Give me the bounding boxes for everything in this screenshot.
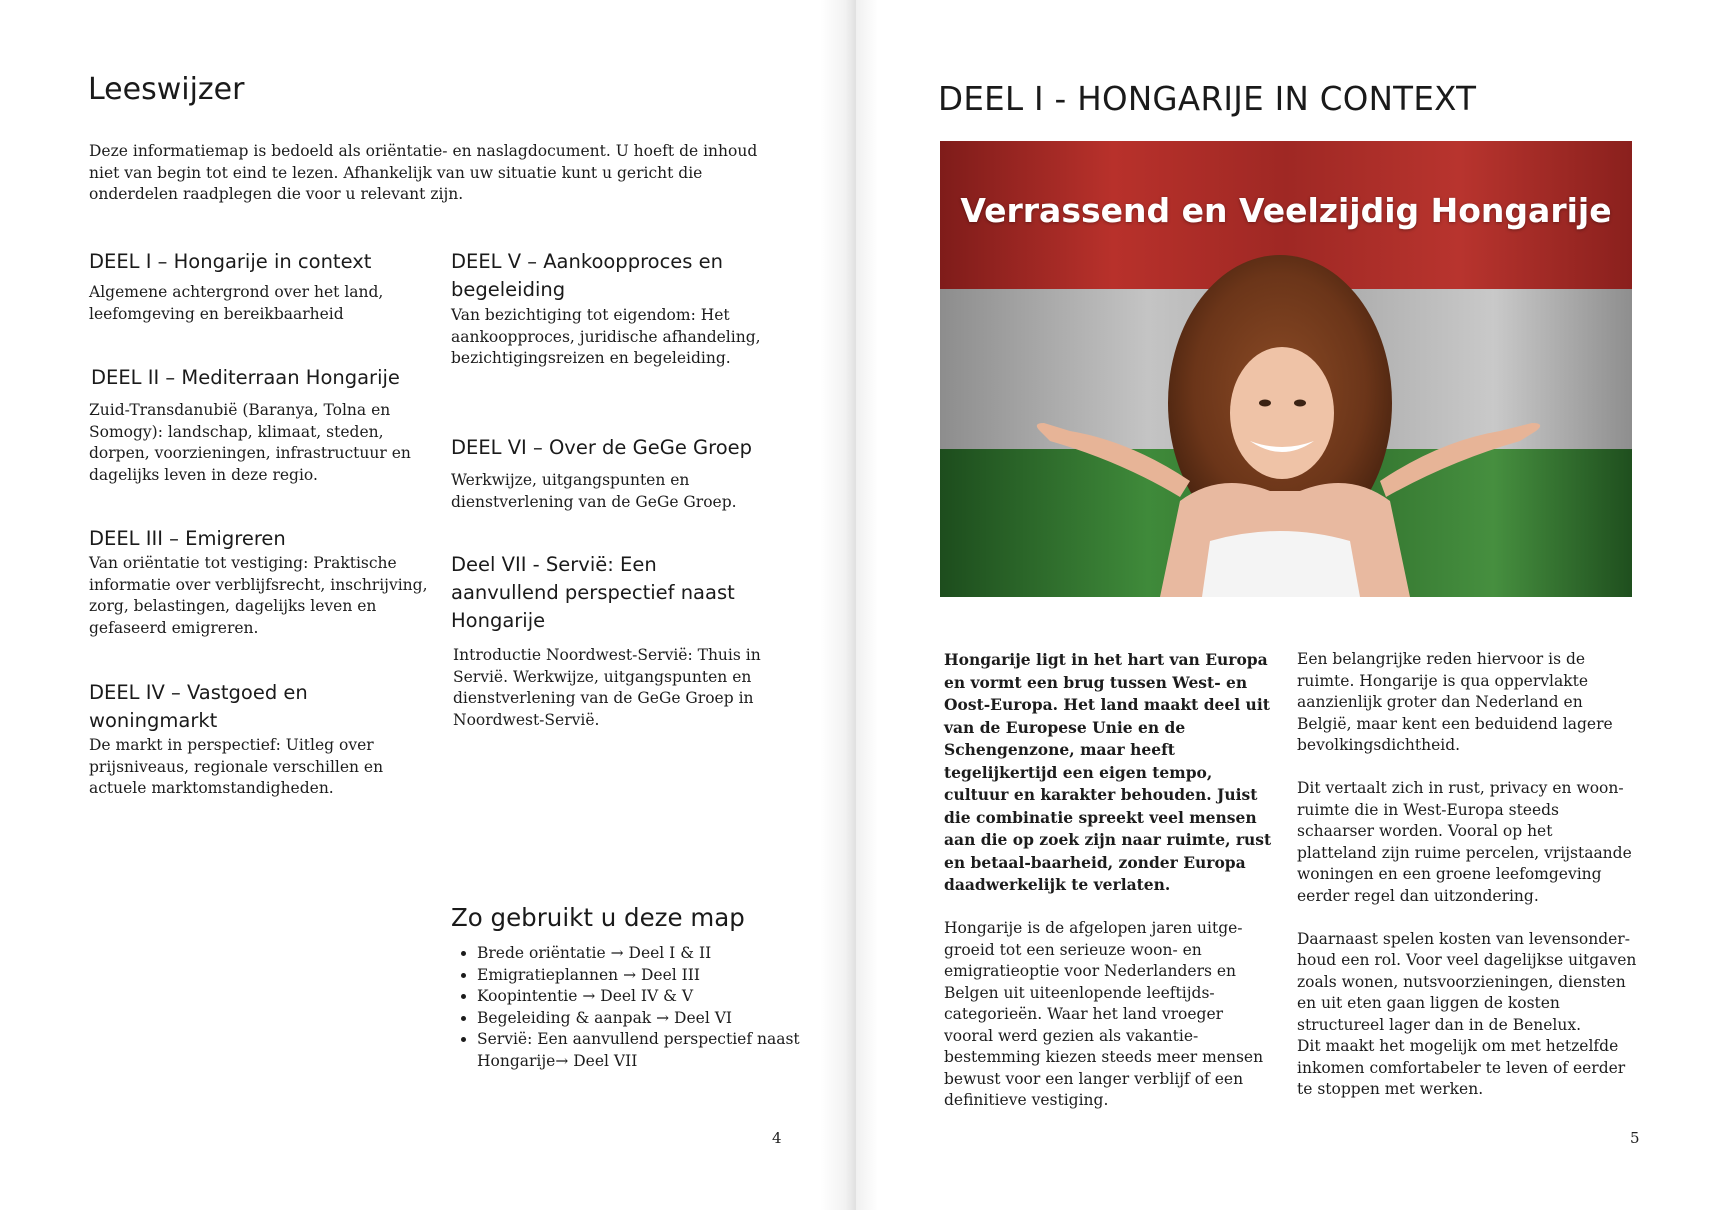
- toc-section-description: Werkwijze, uitgangspunten en dienstverlening van de GeGe Groep.: [451, 471, 737, 511]
- toc-section-title: DEEL VI – Over de GeGe Groep: [451, 436, 753, 459]
- text-column-1: [944, 649, 1274, 1133]
- toc-section-title: DEEL III – Emigreren: [89, 527, 286, 550]
- toc-section-7[interactable]: [451, 551, 761, 731]
- list-item: • Begeleiding & aanpak → Deel VI: [477, 1008, 807, 1030]
- toc-section-2[interactable]: [91, 364, 421, 486]
- list-item: • Emigratieplannen → Deel III: [477, 965, 807, 987]
- toc-section-title: DEEL II – Mediterraan Hongarije: [91, 366, 400, 389]
- hero-image: [940, 141, 1632, 597]
- toc-section-description: De markt in perspectief: Uitleg over prijsniveaus, regionale verschillen en actuele marktomstandigheden.: [89, 736, 384, 797]
- toc-section-3[interactable]: [89, 525, 429, 639]
- toc-section-description: Introductie Noordwest-Servië: Thuis in Servië. Werkwijze, uitgangspunten en dienstverlening van de GeGe Groep in Noordwest-Servië.: [453, 646, 761, 729]
- paragraph: Daarnaast spelen kosten van levensonder-houd een rol. Voor veel dagelijkse uitgaven zoals wonen, nutsvoorzieningen, diensten en uit eten gaan liggen de kosten structureel lager dan in de Benelux.: [1297, 929, 1637, 1034]
- hero-caption: Verrassend en Veelzijdig Hongarije: [960, 191, 1612, 230]
- toc-section-title: DEEL IV – Vastgoed en woningmarkt: [89, 681, 308, 732]
- page-number: 5: [1630, 1129, 1640, 1147]
- toc-section-6[interactable]: [451, 434, 791, 513]
- text-column-2: [1297, 649, 1637, 1101]
- toc-section-description: Algemene achtergrond over het land, leefomgeving en bereikbaarheid: [89, 283, 384, 323]
- toc-section-title: Deel VII - Servië: Een aanvullend perspectief naast Hongarije: [451, 553, 735, 632]
- paragraph: Dit vertaalt zich in rust, privacy en woon-ruimte die in West-Europa steeds schaarser worden. Vooral op het platteland zijn ruime percelen, vrijstaande woningen en een groene leefomgeving eerder regel dan uitzondering.: [1297, 779, 1632, 905]
- toc-section-4[interactable]: [89, 679, 389, 800]
- toc-section-title: DEEL V – Aankoopproces en begeleiding: [451, 250, 724, 301]
- part-title: DEEL I - HONGARIJE IN CONTEXT: [938, 80, 1477, 118]
- lead-text: Hongarije ligt in het hart van Europa en vormt een brug tussen West- en Oost-Europa. Het land maakt deel uit van de Europese Unie en de Schengenzone, maar heeft tegelijkertijd een eigen tempo, cultuur en karakter behouden. Juist die combinatie spreekt veel mensen aan die op zoek zijn naar ruimte, rust en betaal-baarheid, zonder Europa daadwerkelijk te verlaten.: [944, 650, 1272, 894]
- howto-title: Zo gebruikt u deze map: [451, 903, 745, 932]
- intro-text: Deze informatiemap is bedoeld als oriëntatie- en naslagdocument. U hoeft de inhoud niet van begin tot eind te lezen. Afhankelijk van uw situatie kunt u gericht die onderdelen raadplegen die voor u relevant zijn.: [89, 142, 758, 203]
- howto-list: [451, 943, 807, 1072]
- paragraph: Hongarije is de afgelopen jaren uitge-groeid tot een serieuze woon- en emigratieoptie voor Nederlanders en Belgen uit uiteenlopende leeftijds-categorieën. Waar het land vroeger vooral werd gezien als vakantie-bestemming kiezen steeds meer mensen bewust voor een langer verblijf of een definitieve vestiging.: [944, 919, 1264, 1109]
- toc-section-description: Van bezichtiging tot eigendom: Het aankoopproces, juridische afhandeling, bezichtigingsreizen en begeleiding.: [451, 306, 761, 367]
- toc-section-title: DEEL I – Hongarije in context: [89, 250, 372, 273]
- toc-section-description: Zuid-Transdanubië (Baranya, Tolna en Somogy): landschap, klimaat, steden, dorpen, voorzieningen, infrastructuur en dagelijks leven in deze regio.: [89, 401, 411, 484]
- left-page: [0, 0, 856, 1210]
- paragraph: Dit maakt het mogelijk om met hetzelfde inkomen comfortabeler te leven of eerder te stoppen met werken.: [1297, 1037, 1626, 1098]
- list-item: • Koopintentie → Deel IV & V: [477, 986, 807, 1008]
- paragraph: Een belangrijke reden hiervoor is de ruimte. Hongarije is qua oppervlakte aanzienlijk groter dan Nederland en België, maar kent een beduidend lagere bevolkingsdichtheid.: [1297, 650, 1613, 754]
- page-title: Leeswijzer: [88, 72, 245, 107]
- gutter-shadow: [820, 0, 856, 1210]
- toc-section-5[interactable]: [451, 248, 771, 370]
- page-number: 4: [772, 1129, 782, 1147]
- gutter-shadow: [856, 0, 878, 1210]
- toc-section-1[interactable]: [89, 248, 429, 325]
- list-item: • Brede oriëntatie → Deel I & II: [477, 943, 807, 965]
- lead-paragraph: [944, 649, 1274, 897]
- toc-section-description: Van oriëntatie tot vestiging: Praktische informatie over verblijfsrecht, inschrijving, zorg, belastingen, dagelijks leven en gefaseerd emigreren.: [89, 554, 428, 637]
- list-item: • Servië: Een aanvullend perspectief naast Hongarije→ Deel VII: [477, 1029, 807, 1072]
